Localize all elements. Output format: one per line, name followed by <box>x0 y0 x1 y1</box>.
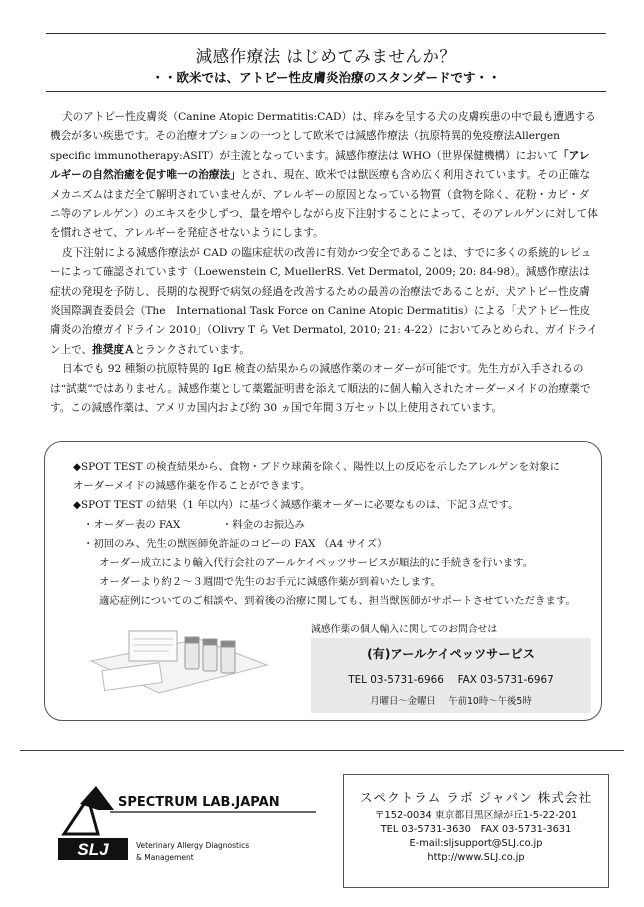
divider <box>20 750 624 751</box>
info-line: オーダー成立により輸入代行会社のアールケイペッツサービスが順法的に手続きを行います。 <box>99 557 534 570</box>
info-line: 適応症例についてのご相談や、到着後の治療に関しても、担当獣医師がサポートさせていただきます。 <box>99 595 576 608</box>
info-line: ・オーダー表の FAX ・料金のお振込み <box>83 518 305 531</box>
header <box>46 33 606 92</box>
emphasis-only-cure: 「アレルギーの自然治癒を促す唯一の治療法」 <box>50 149 590 182</box>
info-line: ◆SPOT TEST の検査結果から、食物・ブドウ球菌を除く、陽性以上の反応を示したアレルゲンを対象に <box>73 461 561 473</box>
company-phone-fax: TEL 03-5731-3630 FAX 03-5731-3631 <box>380 824 572 835</box>
info-box <box>44 441 602 721</box>
company-url: http://www.SLJ.co.jp <box>427 852 525 863</box>
logo-brand: SPECTRUM LAB.JAPAN <box>118 795 280 810</box>
importer-hours: 月曜日～金曜日 午前10時～午後5時 <box>370 696 532 707</box>
info-line: オーダーより約２～３週間で先生のお手元に減感作薬が到着いたします。 <box>99 576 442 589</box>
page-subtitle: ・・欧米では、アトピー性皮膚炎治療のスタンダードです・・ <box>151 70 501 85</box>
info-line: ◆SPOT TEST の結果（1 年以内）に基づく減感作薬オーダーに必要なものは、下記３点です。 <box>73 499 519 512</box>
importer-contact <box>311 638 591 713</box>
logo-tagline-1: Veterinary Allergy Diagnostics <box>136 841 250 850</box>
paragraph-1: 犬のアトピー性皮膚炎（Canine Atopic Dermatitis:CAD）は、痒みを呈する犬の皮膚疾患の中で最も遭遇する機会が多い疾患です。その治療オプションの一つとして欧米では減感作療法（抗原特異的免疫療法Allergen specific immunotherapy:ASIT）が主流となっています。減感作療法は WHO（世界保健機構）において「アレルギーの自然治癒を促す唯一の治療法」とされ、現在、欧米では獣医療も含め広く利用されています。その正確なメカニズムはまだ全て解明されていませんが、アレルギーの原因となっている物質（食物を除く、花粉・カビ・ダニ等のアレルゲン）のエキスを少しずつ、量を増やしながら皮下注射することによって、そのアレルゲンに対して体を慣れさせて、アレルギーを発症させないようにします。 <box>50 111 598 240</box>
emphasis-grade-a: 推奨度Ａ <box>92 343 135 356</box>
contact-lead: 減感作薬の個人輸入に関してのお問合せは <box>311 624 498 635</box>
body-text <box>50 108 598 419</box>
company-email: E-mail:sljsupport@SLJ.co.jp <box>409 838 543 849</box>
info-box-text <box>73 458 593 612</box>
company-contact <box>343 774 609 888</box>
importer-phone-fax: TEL 03-5731-6966 FAX 03-5731-6967 <box>348 674 554 686</box>
paragraph-3: 日本でも 92 種類の抗原特異的 IgE 検査の結果からの減感作薬のオーダーが可能です。先生方が入手されるのは“試薬”ではありません。減感作薬として薬鑑証明書を添えて順法的に個人輸入されたオーダーメイドの治療薬です。この減感作薬は、アメリカ国内および約 30 ヵ国で年間３万セット以上使用されています。 <box>50 363 591 415</box>
logo-mark: SLJ <box>77 840 109 859</box>
info-line: オーダーメイドの減感作薬を作ることができます。 <box>73 480 311 493</box>
company-name: スペクトラム ラボ ジャパン 株式会社 <box>359 790 593 805</box>
spectrum-lab-logo <box>58 784 318 864</box>
logo-tagline-2: & Management <box>136 853 194 862</box>
product-photo <box>89 621 269 697</box>
paragraph-2: 皮下注射による減感作療法が CAD の臨床症状の改善に有効かつ安全であることは、すでに多くの系統的レビューによって確認されています（Loewenstein C, MuellerRS. Vet Dermatol, 2009; 20: 84-98）。減感作療法は症状の発現を予防し、長期的な視野で病気の経過を改善するための最善の治療法であることが、犬アトピー性皮膚炎国際調査委員会（The International Task Force on Canine Atopic Dermatitis）による「犬アトピー性皮膚炎の治療ガイドライン 2010」（Olivry T ら Vet Dermatol, 2010; 21: 4-22）においてみとめられ、ガイドライン上で、推奨度Ａとランクされています。 <box>50 246 598 356</box>
info-line: ・初回のみ、先生の獣医師免許証のコピーの FAX （A4 サイズ） <box>83 537 388 550</box>
importer-name: (有)アールケイペッツサービス <box>367 647 535 661</box>
page-title: 減感作療法 はじめてみませんか？ <box>195 47 457 66</box>
company-address: 〒152-0034 東京都目黒区緑が丘1-5-22-201 <box>374 810 578 821</box>
